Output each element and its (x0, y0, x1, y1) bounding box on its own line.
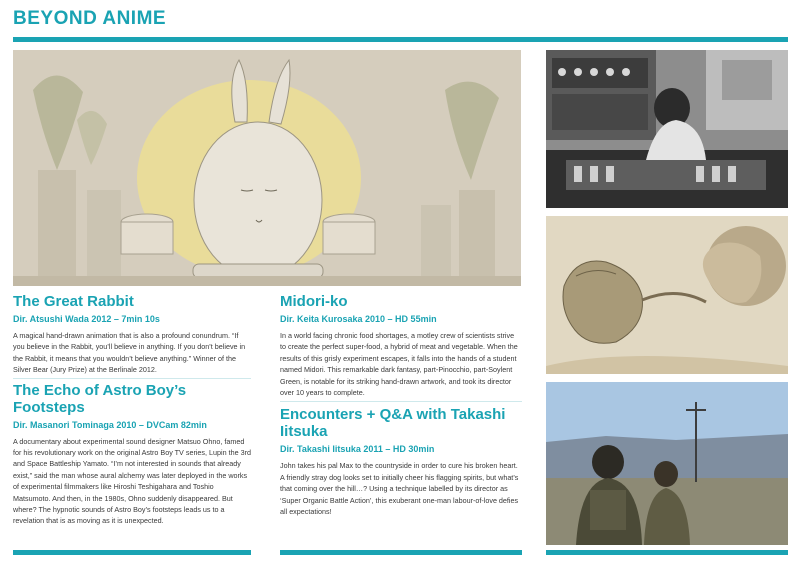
sound-engineer-photo (546, 50, 788, 208)
film-meta: Dir. Atsushi Wada 2012 – 7min 10s (13, 314, 160, 324)
divider (280, 401, 522, 402)
footer-rule (13, 550, 251, 555)
film-title: The Great Rabbit (13, 293, 134, 310)
film-meta: Dir. Takashi Iitsuka 2011 – HD 30min (280, 444, 435, 455)
header-rule (13, 37, 788, 42)
film-entry (280, 293, 522, 517)
divider (13, 378, 251, 379)
footer-rule (280, 550, 522, 555)
film-entry (13, 293, 251, 527)
film-description: A magical hand-drawn animation that is also a profound conundrum. “If you believe in the Rabbit, you’ll believe in anything. If you don’t believe in the Rabbit, it means that you wouldn’t believe anything.” Winner of the Silver Bear (Jury Prize) at the Berlinale 2012. (13, 331, 246, 375)
film-title: Encounters + Q&A with Takashi Iitsuka (280, 406, 506, 441)
film-description: A documentary about experimental sound designer Matsuo Ohno, famed for his revolutionary work on the original Astro Boy TV series, Lupin the 3rd and Space Battleship Yamato. “I’m not interested in sounds that already exist,” said the man whose aural alchemy was later deployed in the works of experimental filmmakers like Hiroshi Teshigahara and Toshio Matsumoto. And then, in the 1980s, Ohno suddenly disappeared. But where? The hypnotic sounds of Astro Boy’s footsteps leads us to a revelation that is as moving as it is unexpected. (13, 436, 251, 526)
encounters-still (546, 382, 788, 545)
film-meta: Dir. Masanori Tominaga 2010 – DVCam 82min (13, 419, 207, 430)
film-meta: Dir. Keita Kurosaka 2010 – HD 55min (280, 314, 437, 324)
great-rabbit-still (13, 50, 521, 286)
film-title: Midori-ko (280, 293, 348, 310)
midori-ko-still (546, 216, 788, 374)
film-title: The Echo of Astro Boy’s Footsteps (13, 381, 187, 416)
page-title: BEYOND ANIME (13, 8, 167, 29)
film-description: In a world facing chronic food shortages, a motley crew of scientists strive to create the perfect super-food, a hybrid of meat and vegetable. When the results of this grisly experiment escapes, it falls into the hands of a student named Midori. This remarkable dark fantasy, part-Pinocchio, part-Soylent Green, is notable for its striking hand-drawn artwork, and took its director over 10 years to complete. (280, 331, 518, 398)
film-description: John takes his pal Max to the countryside in order to cure his broken heart. A friendly stray dog looks set to initially cheer his flagging spirits, but what’s that coming over the hill…? Using a technique labelled by its director as ‘Super Organic Battle Action’, this exuberant one-man labour-of-love defies all expectations! (280, 461, 519, 517)
footer-rule (546, 550, 788, 555)
